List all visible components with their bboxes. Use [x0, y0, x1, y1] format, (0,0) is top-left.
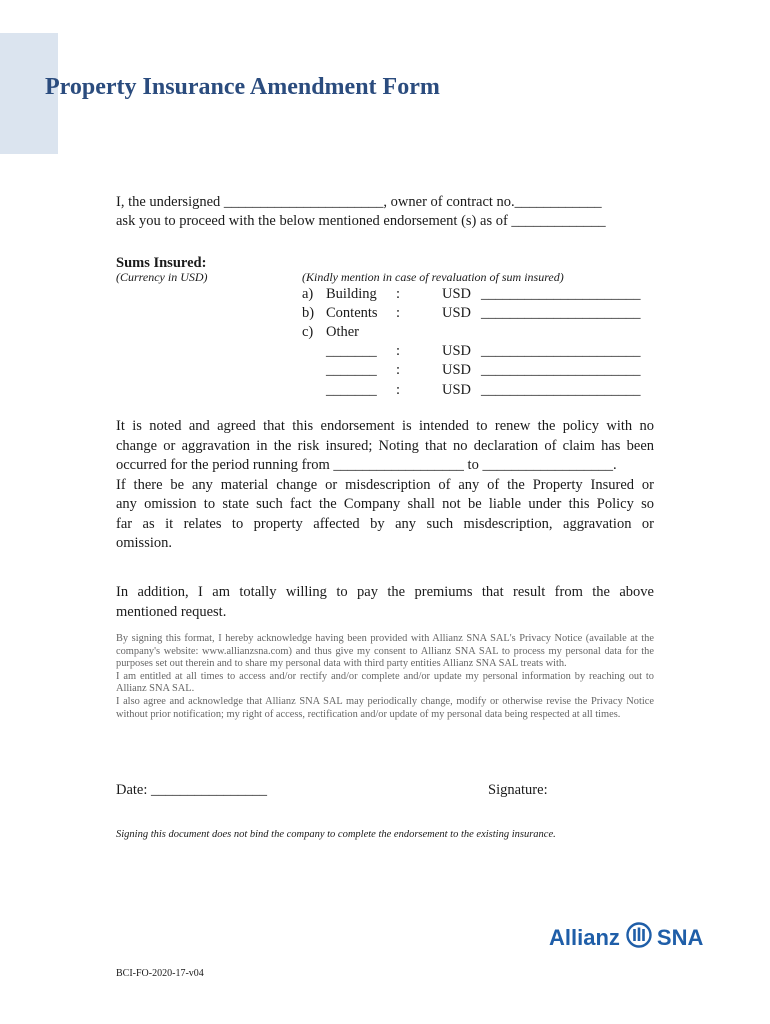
- other-amount-field[interactable]: ______________________: [481, 382, 641, 398]
- item-currency: USD: [442, 305, 472, 321]
- agreement-paragraph: [116, 417, 654, 554]
- other-label-field[interactable]: _______: [326, 382, 377, 398]
- item-colon: :: [396, 343, 401, 359]
- sums-insured-heading: Sums Insured:: [116, 255, 207, 271]
- premium-paragraph: [116, 583, 654, 622]
- item-currency: USD: [442, 286, 472, 302]
- item-label-contents: Contents: [326, 305, 378, 321]
- allianz-eagle-icon: [626, 922, 652, 954]
- item-letter-b: b): [302, 305, 315, 321]
- other-amount-field[interactable]: ______________________: [481, 362, 641, 378]
- intro-line-1: I, the undersigned ______________________, owner of contract no.____________: [116, 194, 602, 210]
- agreement-line: It is noted and agreed that this endorsement is intended to renew the policy with no: [116, 418, 654, 434]
- form-title: Property Insurance Amendment Form: [45, 74, 440, 100]
- privacy-notice-paragraph: I also agree and acknowledge that Allianz SNA SAL may periodically change, modify or otherwise revise the Privacy Notice without prior notification; my right of access, rectification and/or update of my personal data being respected at all times.: [116, 695, 654, 720]
- other-label-field[interactable]: _______: [326, 362, 377, 378]
- item-label-other: Other: [326, 324, 360, 340]
- other-label-field[interactable]: _______: [326, 343, 377, 359]
- agreement-line: occurred for the period running from __________________ to __________________.: [116, 457, 617, 473]
- privacy-notice: [116, 633, 654, 721]
- document-reference: BCI-FO-2020-17-v04: [116, 968, 204, 979]
- item-colon: :: [396, 362, 401, 378]
- item-currency: USD: [442, 343, 472, 359]
- signature-field[interactable]: Signature:: [488, 782, 548, 798]
- contents-amount-field[interactable]: ______________________: [481, 305, 641, 321]
- revaluation-note: (Kindly mention in case of revaluation of sum insured): [302, 270, 564, 284]
- item-colon: :: [396, 382, 401, 398]
- agreement-line: If there be any material change or misdescription of any of the Property Insured or: [116, 476, 654, 493]
- agreement-line: change or aggravation in the risk insured; Noting that no declaration of claim has been: [116, 437, 654, 454]
- privacy-notice-paragraph: I am entitled at all times to access and/or rectify and/or complete and/or update my personal information by reaching out to Allianz SNA SAL.: [116, 670, 654, 695]
- privacy-notice-paragraph: By signing this format, I hereby acknowledge having been provided with Allianz SNA SAL's Privacy Notice (available at the company's website: www.allianzsna.com) and thus give my consent to Allianz SNA SAL to process my personal data for the purposes set out therein and to share my personal data with third party entities Allianz SNA SAL treats with.: [116, 633, 654, 670]
- allianz-logo: [549, 923, 703, 953]
- premium-line: In addition, I am totally willing to pay the premiums that result from the above: [116, 584, 654, 600]
- premium-line: mentioned request.: [116, 603, 227, 620]
- building-amount-field[interactable]: ______________________: [481, 286, 641, 302]
- agreement-line: omission.: [116, 535, 172, 551]
- agreement-line: any omission to state such fact the Company shall not be liable under this Policy so: [116, 496, 654, 512]
- disclaimer: Signing this document does not bind the company to complete the endorsement to the existing insurance.: [116, 829, 556, 840]
- date-field[interactable]: Date: ________________: [116, 782, 268, 798]
- item-letter-a: a): [302, 286, 314, 302]
- agreement-line: far as it relates to property affected by any such misdescription, aggravation or: [116, 515, 654, 532]
- item-colon: :: [396, 305, 401, 321]
- item-colon: :: [396, 286, 401, 302]
- logo-suffix: SNA: [656, 925, 704, 950]
- item-currency: USD: [442, 362, 472, 378]
- currency-note: (Currency in USD): [116, 270, 208, 284]
- item-letter-c: c): [302, 324, 314, 340]
- other-amount-field[interactable]: ______________________: [481, 343, 641, 359]
- intro-line-2: ask you to proceed with the below mentioned endorsement (s) as of _____________: [116, 213, 606, 229]
- logo-brand: Allianz: [549, 925, 620, 950]
- item-label-building: Building: [326, 286, 377, 302]
- item-currency: USD: [442, 382, 472, 398]
